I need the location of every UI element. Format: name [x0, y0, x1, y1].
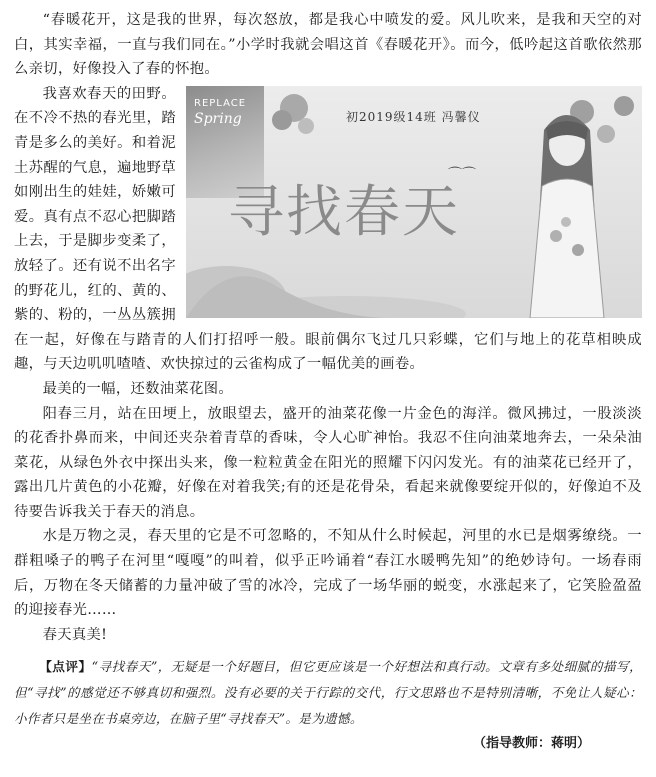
paragraph-2: 我喜欢春天的田野。在不冷不热的春光里，踏青是多么的美好。和着泥土苏醒的气息，遍地野草如刚出生的娃娃，娇嫩可爱。真有点不忍心把脚踏上去，于是脚步变柔了，放轻了。还有说不出名字的野花儿，红的、黄的、紫的、粉的，一丛丛簇拥在一起，好像在与踏青的人们打招呼一般。眼前偶尔飞过几只彩蝶，它们与地上的花草相映成趣，与天边叽叽喳喳、欢快掠过的云雀构成了一幅优美的画卷。 [14, 85, 642, 373]
teacher-credit: （指导教师：蒋明） [472, 736, 590, 751]
paragraph-5: 水是万物之灵，春天里的它是不可忽略的，不知从什么时候起，河里的水已是烟雾缭绕。一群粗嗓子的鸭子在河里“嘎嘎”的叫着，似乎正吟诵着“春江水暖鸭先知”的绝妙诗句。一场春雨后，万物在冬天储蓄的力量冲破了雪的冰冷，完成了一场华丽的蜕变，水涨起来了，它笑脸盈盈的迎接春光…… [14, 528, 642, 619]
comment-text [14, 654, 642, 732]
paragraph-4: 阳春三月，站在田埂上，放眼望去，盛开的油菜花像一片金色的海洋。微风拂过，一股淡淡的花香扑鼻而来，中间还夹杂着青草的香味，令人心旷神怡。我忍不住向油菜地奔去，一朵朵油菜花，从绿色外衣中探出头来，像一粒粒黄金在阳光的照耀下闪闪发光。有的油菜花已经开了，露出几片黄色的小花瓣，好像在对着我笑;有的还是花骨朵，看起来就像要绽开似的，好像迫不及待要告诉我关于春天的消息。 [14, 405, 642, 520]
review-comment [14, 654, 642, 751]
article-title: 寻找春天 [228, 179, 460, 245]
author-byline: 初2019级14班 冯馨仪 [346, 109, 481, 124]
comment-label: 【点评】 [39, 659, 92, 674]
paragraph-6: 春天真美! [42, 626, 108, 643]
paragraph-1: “春暖花开，这是我的世界，每次怒放，都是我心中喷发的爱。风儿吹来，是我和天空的对白，其实幸福，一直与我们同在。”小学时我就会唱这首《春暖花开》。而今，低吟起这首歌依然那么亲切，好像投入了春的怀抱。 [14, 12, 642, 78]
article [14, 8, 642, 647]
girl-figure [486, 86, 642, 318]
swallow-icon: ⌒⌒ [448, 166, 476, 183]
paragraph-3: 最美的一幅，还数油菜花图。 [42, 380, 234, 397]
comment-body: “寻找春天”，无疑是一个好题目，但它更应该是一个好想法和真行动。文章有多处细腻的描写，但“寻找”的感觉还不够真切和强烈。没有必要的关于行踪的交代，行文思路也不是特别清晰，不免让人疑心：小作者只是坐在书桌旁边，在脑子里“寻找春天”。是为遗憾。 [14, 659, 642, 726]
banner-spring-text: Spring [194, 110, 242, 127]
illustration [186, 86, 642, 318]
banner-replace-text: REPLACE [194, 97, 247, 109]
